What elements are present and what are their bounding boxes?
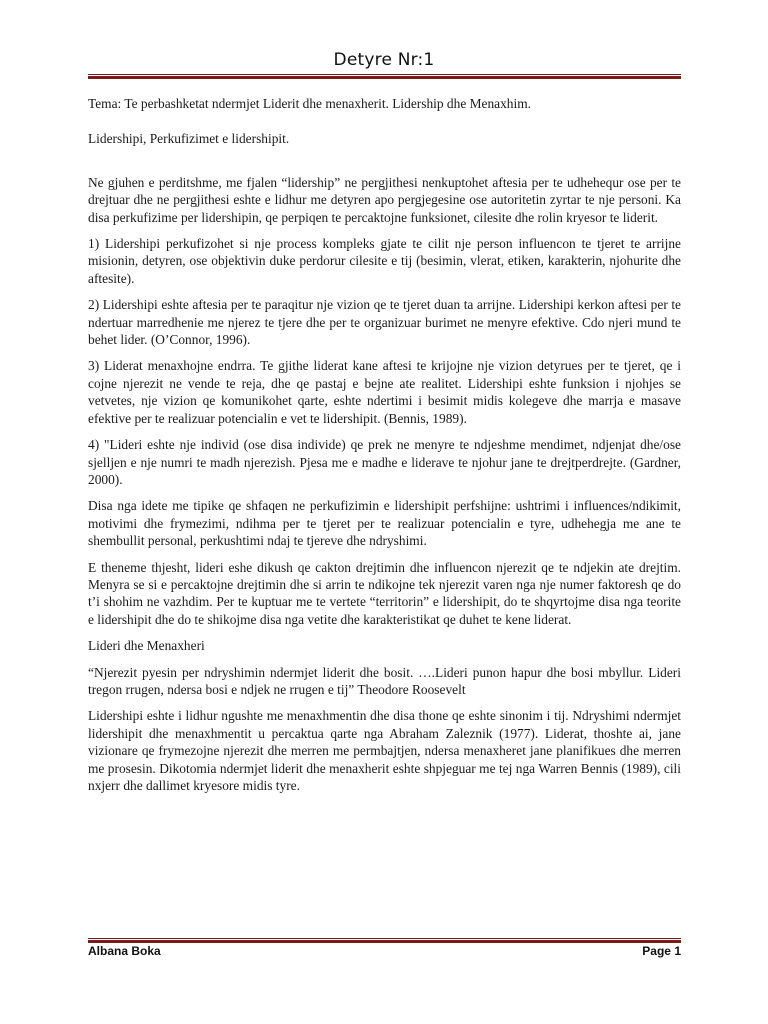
summary-paragraph: E theneme thjesht, lideri eshe dikush qe cakton drejtimin dhe influencon njerezit qe te ndjekin ate drejtim. Menyra se si e percaktojne drejtimin dhe si arrin te ndikojne tek njerezit varen nga nje numer faktoresh qe do t’i shohim ne vazhdim. Per te kuptuar me te vertete “territorin” e lidershipit, do te shqyrtojme disa nga teorite e lidershipit dhe do te shikojme disa nga vetite dhe karakteristikat qe duhet te kene liderat. xyxy=(88,559,681,627)
footer-rule-thick xyxy=(88,940,681,943)
footer-author: Albana Boka xyxy=(88,944,161,958)
section-heading-definitions: Lidershipi, Perkufizimet e lidershipit. xyxy=(88,131,290,147)
definition-2: 2) Lidershipi eshte aftesia per te paraqitur nje vizion qe te tjeret duan ta arrijne. Lidershipi kerkon aftesi per te ndertuar marredhenie me njerez te tjere dhe per te organizuar burimet ne menyre efektive. Cdo njeri mund te behet lider. (O’Connor, 1996). xyxy=(88,297,681,348)
document-body xyxy=(88,95,681,794)
section-heading-leader-manager: Lideri dhe Menaxheri xyxy=(88,638,205,654)
ideas-paragraph: Disa nga idete me tipike qe shfaqen ne perkufizimin e lidershipit perfshijne: ushtrimi i influences/ndikimit, motivimi dhe frymezimi, ndihma per te tjeret per te realizuar potencialin e tyre, udhehegja me ane te shembullit personal, perkushtimi ndaj te tjereve dhe ndryshimi. xyxy=(88,498,681,549)
definition-3: 3) Liderat menaxhojne endrra. Te gjithe liderat kane aftesi te krijojne nje vizion detyrues per te tjeret, qe i cojne njerezit ne vende te reja, dhe qe pastaj e bejne ate realitet. Lidershipi eshte funksion i njohjes se vetvetes, nje vizion qe komunikohet qarte, eshte ndertimi i besimit midis kolegeve dhe marrja e masave efektive per te realizuar potencialin e vet te lidershipit. (Bennis, 1989). xyxy=(88,358,681,426)
roosevelt-quote: “Njerezit pyesin per ndryshimin ndermjet liderit dhe bosit. ….Lideri punon hapur dhe bosi mbyllur. Lideri tregon rrugen, ndersa bosi e ndjek ne rrugen e tij” Theodore Roosevelt xyxy=(88,664,681,697)
page-title: Detyre Nr:1 xyxy=(333,50,435,70)
definition-4: 4) "Lideri eshte nje individ (ose disa individe) qe prek ne menyre te ndjeshme mendimet, ndjenjat dhe/ose sjelljen e nje numri te madh njerezish. Pjesa me e madhe e liderave te njohur jane te drejtperdrejte. (Gardner, 2000). xyxy=(88,437,681,487)
intro-paragraph: Ne gjuhen e perditshme, me fjalen “lidership” ne pergjithesi nenkuptohet aftesia per te udhehequr ose per te drejtuar dhe ne pergjithesi eshte e lidhur me detyren apo pergjegesine ose autoritetin zyrtar te nje personi. Ka disa perkufizime per lidershipin, qe perpiqen te percaktojne funksionet, cilesite dhe rolin kryesor te liderit. xyxy=(88,174,681,225)
footer-rule-thin xyxy=(88,938,681,939)
leadership-management-paragraph: Lidershipi eshte i lidhur ngushte me menaxhmentin dhe disa thone qe eshte sinonim i tij. Ndryshimi ndermjet lidershipit dhe menaxhmentit u percaktua qarte nga Abraham Zaleznik (1977). Liderat, thoshte ai, jane vizionare qe frymezojne njerezit dhe merren me permbajtjen, ndersa menaxheret jane planifikues dhe merren me prosesin. Dikotomia ndermjet liderit dhe menaxherit eshte shpjeguar me tej nga Warren Bennis (1989), cili nxjerr dhe dallimet kryesore midis tyre. xyxy=(88,708,681,793)
footer-page-number: Page 1 xyxy=(642,944,681,958)
topic-line: Tema: Te perbashketat ndermjet Liderit dhe menaxherit. Lidership dhe Menaxhim. xyxy=(88,96,531,111)
definition-1: 1) Lidershipi perkufizohet si nje process kompleks gjate te cilit nje person influencon te tjeret te arrijne misionin, detyren, ose objektivin duke perdorur cilesite e tij (besimin, vlerat, etiken, karakterin, njohurite dhe aftesite). xyxy=(88,236,681,286)
header-rule-thick xyxy=(88,76,681,79)
header-rule-thin xyxy=(88,74,681,75)
